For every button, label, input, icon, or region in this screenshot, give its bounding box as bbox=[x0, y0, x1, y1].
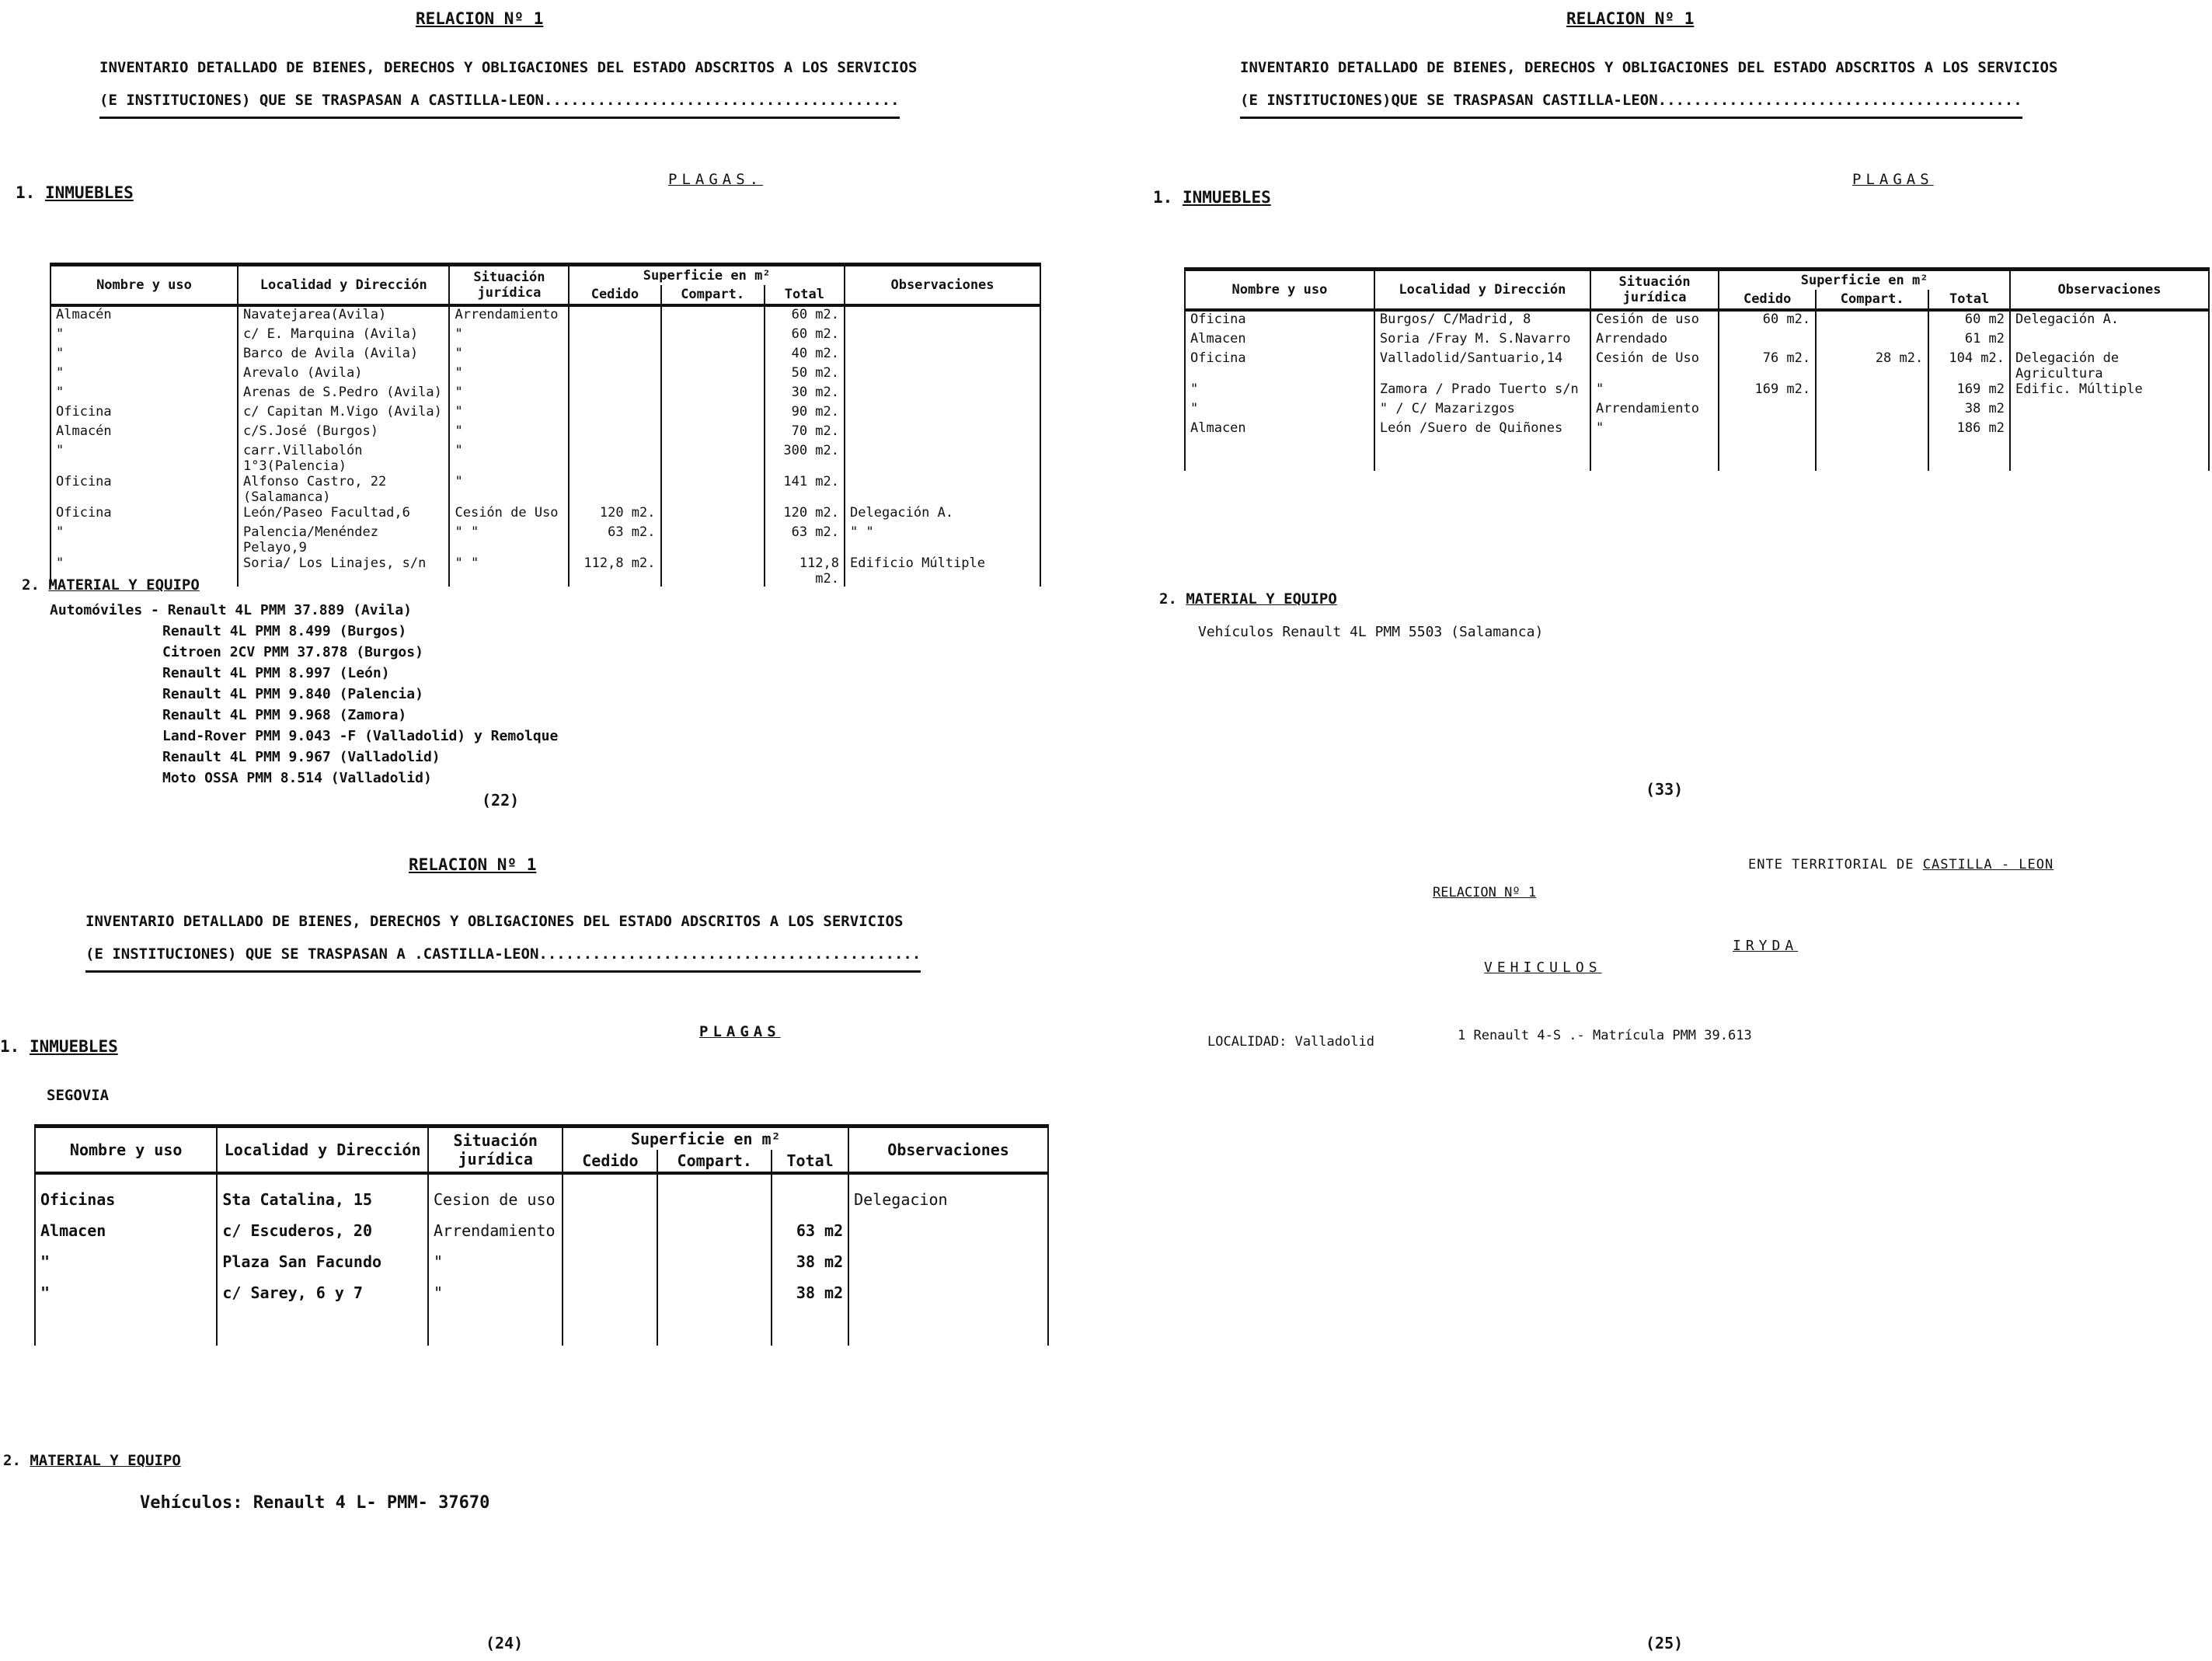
table-row: Almacén c/S.José (Burgos) " 70 m2. bbox=[51, 423, 1040, 443]
section-label: INMUEBLES bbox=[1182, 188, 1271, 207]
col-observaciones: Observaciones bbox=[2010, 270, 2209, 311]
section-2-heading bbox=[3, 1452, 181, 1469]
section-number: 1. bbox=[1153, 188, 1173, 207]
inmuebles-table bbox=[1184, 267, 2210, 471]
col-observaciones: Observaciones bbox=[845, 265, 1040, 306]
col-superficie: Superficie en m² bbox=[1719, 270, 2010, 291]
plagas-label: PLAGAS bbox=[1852, 171, 1934, 188]
col-localidad: Localidad y Dirección bbox=[238, 265, 450, 306]
table-row: " Arevalo (Avila) " 50 m2. bbox=[51, 365, 1040, 385]
section-number: 2. bbox=[3, 1452, 21, 1469]
table-row: Oficina Burgos/ C/Madrid, 8 Cesión de uso 60 m2. 60 m2 Delegación A. bbox=[1185, 310, 2209, 331]
page-number: (33) bbox=[1646, 780, 1684, 799]
list-item: Citroen 2CV PMM 37.878 (Burgos) bbox=[162, 644, 423, 660]
list-item: Renault 4L PMM 9.968 (Zamora) bbox=[162, 707, 407, 723]
list-item: Automóviles - Renault 4L PMM 37.889 (Avila) bbox=[50, 602, 412, 618]
table-row: " Barco de Avila (Avila) " 40 m2. bbox=[51, 346, 1040, 365]
section-label: INMUEBLES bbox=[29, 1037, 118, 1056]
table-row: Oficina León/Paseo Facultad,6 Cesión de Uso 120 m2. 120 m2. Delegación A. bbox=[51, 505, 1040, 524]
ente-label: ENTE TERRITORIAL DE bbox=[1748, 857, 1914, 872]
page-22 bbox=[0, 0, 1106, 830]
ente-value: CASTILLA - LEON bbox=[1922, 857, 2054, 872]
list-item: Vehículos Renault 4L PMM 5503 (Salamanca) bbox=[1198, 624, 1544, 640]
localidad-label: LOCALIDAD: Valladolid bbox=[1207, 1034, 1374, 1050]
table-row: Oficinas Sta Catalina, 15 Cesion de uso Delegacion bbox=[35, 1173, 1048, 1221]
page-number: (24) bbox=[486, 1634, 524, 1652]
inmuebles-table bbox=[50, 263, 1041, 587]
section-number: 2. bbox=[1159, 590, 1177, 608]
table-row: Oficina c/ Capitan M.Vigo (Avila) " 90 m2. bbox=[51, 404, 1040, 423]
list-item: Renault 4L PMM 8.499 (Burgos) bbox=[162, 623, 407, 639]
table-row: Almacén Navatejarea(Avila) Arrendamiento 60 m2. bbox=[51, 305, 1040, 326]
table-row: " c/ Sarey, 6 y 7 " 38 m2 bbox=[35, 1283, 1048, 1315]
page-number: (25) bbox=[1646, 1634, 1684, 1652]
table-row bbox=[1185, 440, 2209, 471]
col-localidad: Localidad y Dirección bbox=[1374, 270, 1590, 311]
table-row: " carr.Villabolón 1°3(Palencia) " 300 m2. bbox=[51, 443, 1040, 474]
inmuebles-table bbox=[34, 1124, 1049, 1346]
section-label: INMUEBLES bbox=[44, 183, 134, 202]
table-row: Almacen Soria /Fray M. S.Navarro Arrendado 61 m2 bbox=[1185, 331, 2209, 350]
localidad-value: 1 Renault 4-S .- Matrícula PMM 39.613 bbox=[1458, 1028, 1752, 1043]
col-total: Total bbox=[772, 1150, 848, 1173]
table-row: " Soria/ Los Linajes, s/n " " 112,8 m2. 112,8 m2. Edificio Múltiple bbox=[51, 555, 1040, 587]
table-row: " Plaza San Facundo " 38 m2 bbox=[35, 1252, 1048, 1283]
col-observaciones: Observaciones bbox=[848, 1126, 1048, 1174]
col-cedido: Cedido bbox=[1719, 290, 1816, 310]
table-row: Almacen c/ Escuderos, 20 Arrendamiento 63 m2 bbox=[35, 1221, 1048, 1252]
col-nombre: Nombre y uso bbox=[51, 265, 238, 306]
table-row: " Zamora / Prado Tuerto s/n " 169 m2. 169 m2 Edific. Múltiple bbox=[1185, 381, 2209, 401]
page-24 bbox=[0, 830, 1106, 1661]
list-item: Renault 4L PMM 9.840 (Palencia) bbox=[162, 686, 423, 702]
relacion-heading: RELACION Nº 1 bbox=[409, 855, 537, 874]
section-2-heading bbox=[22, 576, 200, 594]
col-nombre: Nombre y uso bbox=[35, 1126, 217, 1174]
col-cedido: Cedido bbox=[569, 285, 660, 305]
table-row: " Arenas de S.Pedro (Avila) " 30 m2. bbox=[51, 385, 1040, 404]
section-label: MATERIAL Y EQUIPO bbox=[1186, 590, 1337, 608]
title-line-2: (E INSTITUCIONES)QUE SE TRASPASAN CASTILLA-LEON......................................... bbox=[1240, 84, 2022, 119]
table-row bbox=[35, 1315, 1048, 1346]
col-situacion: Situación jurídica bbox=[449, 265, 569, 306]
col-superficie: Superficie en m² bbox=[569, 265, 845, 286]
col-nombre: Nombre y uso bbox=[1185, 270, 1374, 311]
list-item: Renault 4L PMM 9.967 (Valladolid) bbox=[162, 749, 441, 765]
relacion-heading: RELACION Nº 1 bbox=[1433, 885, 1537, 900]
vehiculos-heading: VEHICULOS bbox=[1484, 959, 1602, 976]
section-1-heading bbox=[0, 1037, 118, 1056]
inventory-title bbox=[1240, 51, 2057, 119]
table-row: Almacen León /Suero de Quiñones " 186 m2 bbox=[1185, 420, 2209, 440]
section-1-heading bbox=[16, 183, 134, 202]
list-item: Moto OSSA PMM 8.514 (Valladolid) bbox=[162, 770, 432, 786]
inventory-title bbox=[85, 905, 921, 973]
section-number: 2. bbox=[22, 576, 40, 594]
col-situacion: Situación jurídica bbox=[1590, 270, 1719, 311]
list-item: Renault 4L PMM 8.997 (León) bbox=[162, 665, 390, 681]
page-33 bbox=[1106, 0, 2212, 830]
table-row: " Palencia/Menéndez Pelayo,9 " " 63 m2. 63 m2. " " bbox=[51, 524, 1040, 555]
relacion-heading: RELACION Nº 1 bbox=[1566, 9, 1695, 28]
section-2-heading bbox=[1159, 590, 1337, 608]
section-1-heading bbox=[1153, 188, 1271, 207]
ente-territorial bbox=[1748, 857, 2054, 872]
title-line-2: (E INSTITUCIONES) QUE SE TRASPASAN A CASTILLA-LEON........................................ bbox=[99, 84, 900, 119]
plagas-label: PLAGAS. bbox=[668, 171, 764, 188]
page-25 bbox=[1106, 830, 2212, 1661]
section-number: 1. bbox=[0, 1037, 20, 1056]
title-line-1: INVENTARIO DETALLADO DE BIENES, DERECHOS Y OBLIGACIONES DEL ESTADO ADSCRITOS A LOS SERVICIOS bbox=[1240, 59, 2058, 76]
relacion-heading: RELACION Nº 1 bbox=[416, 9, 544, 28]
table-row: " c/ E. Marquina (Avila) " 60 m2. bbox=[51, 326, 1040, 346]
col-compart: Compart. bbox=[661, 285, 765, 305]
col-situacion: Situación jurídica bbox=[428, 1126, 563, 1174]
col-total: Total bbox=[1928, 290, 2010, 310]
material-list bbox=[50, 600, 558, 789]
col-compart: Compart. bbox=[1816, 290, 1928, 310]
section-number: 1. bbox=[16, 183, 36, 202]
section-label: MATERIAL Y EQUIPO bbox=[30, 1452, 181, 1469]
org-iryda: IRYDA bbox=[1733, 938, 1799, 954]
table-row: " " / C/ Mazarizgos Arrendamiento 38 m2 bbox=[1185, 401, 2209, 420]
table-row: Oficina Alfonso Castro, 22 (Salamanca) " 141 m2. bbox=[51, 474, 1040, 505]
col-compart: Compart. bbox=[657, 1150, 772, 1173]
table-row: Oficina Valladolid/Santuario,14 Cesión de Uso 76 m2. 28 m2. 104 m2. Delegación de Agricultura bbox=[1185, 350, 2209, 381]
plagas-label: PLAGAS bbox=[699, 1023, 781, 1040]
inventory-title bbox=[99, 51, 917, 119]
col-superficie: Superficie en m² bbox=[563, 1126, 848, 1151]
section-label: MATERIAL Y EQUIPO bbox=[48, 576, 200, 594]
page-number: (22) bbox=[482, 791, 520, 810]
subsection-segovia: SEGOVIA bbox=[47, 1087, 110, 1104]
title-line-2: (E INSTITUCIONES) QUE SE TRASPASAN A .CASTILLA-LEON........................................... bbox=[85, 938, 921, 973]
title-line-1: INVENTARIO DETALLADO DE BIENES, DERECHOS Y OBLIGACIONES DEL ESTADO ADSCRITOS A LOS SERVICIOS bbox=[85, 913, 904, 930]
list-item: Land-Rover PMM 9.043 -F (Valladolid) y Remolque bbox=[162, 728, 559, 744]
col-localidad: Localidad y Dirección bbox=[217, 1126, 428, 1174]
list-item: Vehículos: Renault 4 L- PMM- 37670 bbox=[140, 1493, 490, 1513]
title-line-1: INVENTARIO DETALLADO DE BIENES, DERECHOS Y OBLIGACIONES DEL ESTADO ADSCRITOS A LOS SERVICIOS bbox=[99, 59, 918, 76]
col-cedido: Cedido bbox=[563, 1150, 657, 1173]
col-total: Total bbox=[765, 285, 845, 305]
